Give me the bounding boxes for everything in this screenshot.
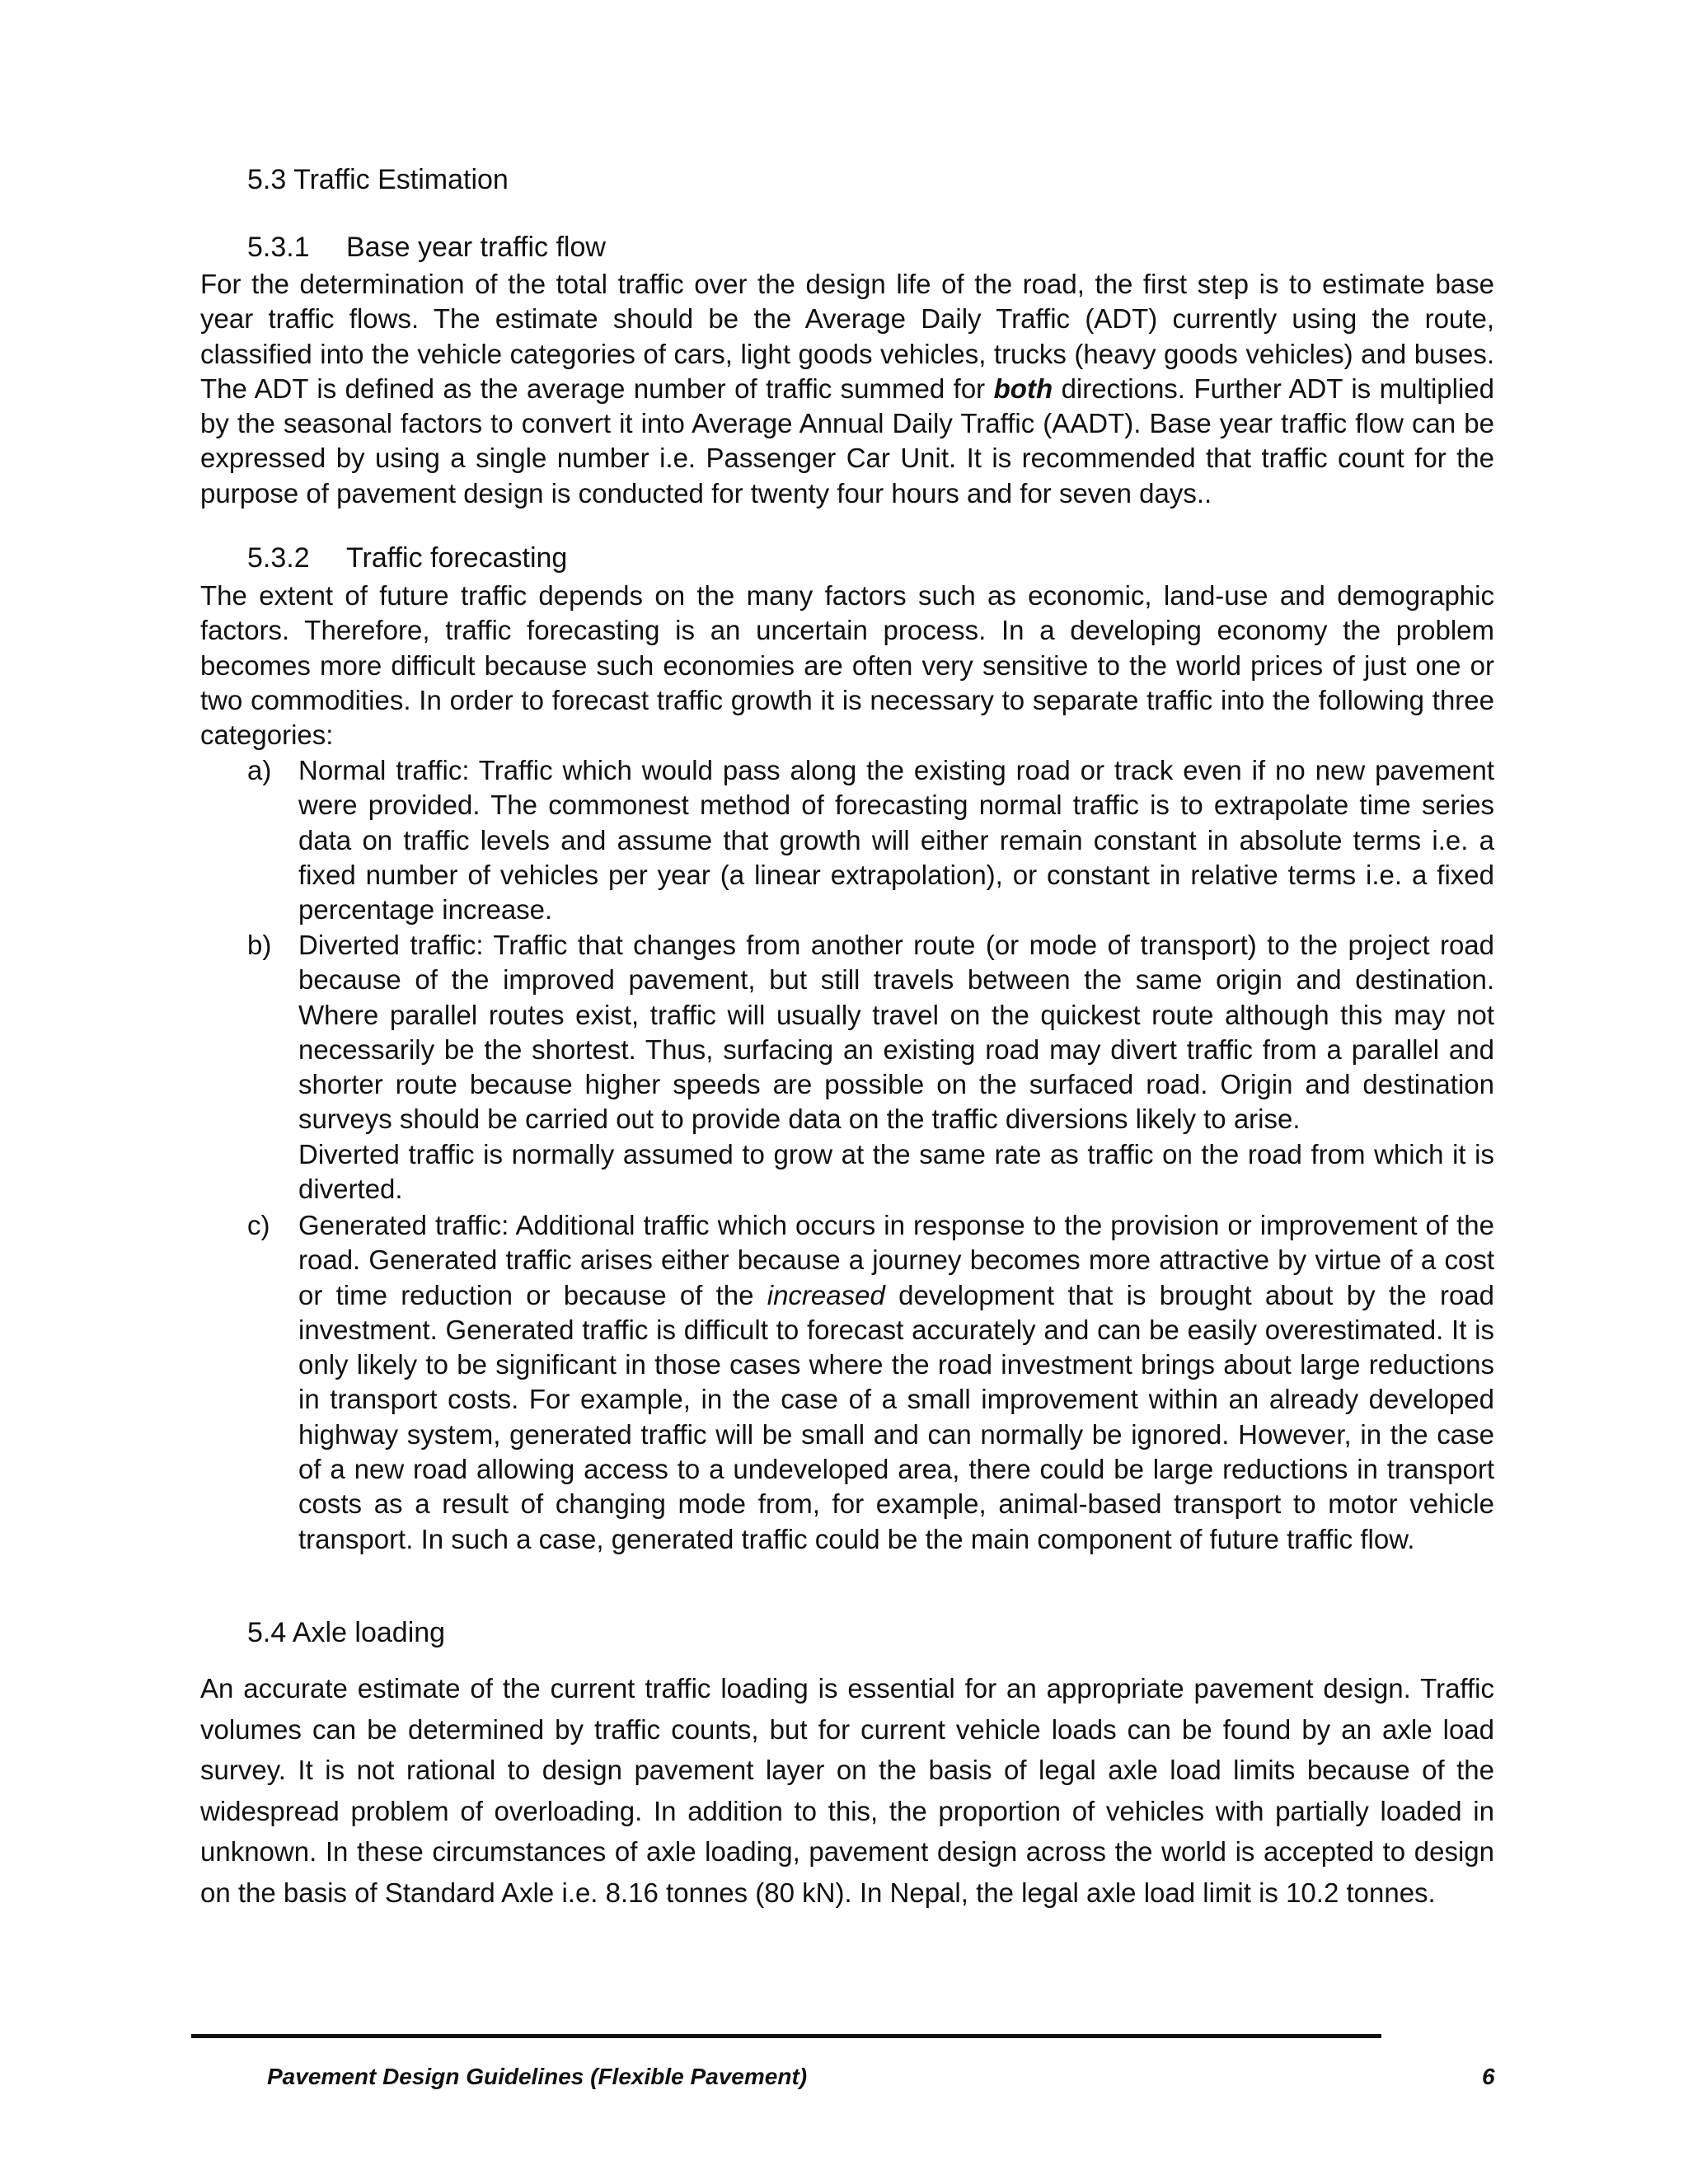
footer-rule — [191, 2034, 1381, 2038]
paragraph-base-year — [200, 267, 1494, 511]
subsection-number: 5.3.1 — [247, 232, 310, 263]
list-item-text: Diverted traffic is normally assumed to grow at the same rate as traffic on the road from which it is diverted. — [298, 1138, 1494, 1205]
list-item-text-part: Generated traffic: Additional traffic which occurs in response to the provision or improvement of the road. Generated traffic arises either because a journey becomes more attractive by virtue of a cost or time reduction or because of the — [298, 1210, 1494, 1310]
list-item-c — [247, 1208, 1494, 1557]
subsection-title: Base year traffic flow — [346, 232, 606, 263]
subsection-heading-5-3-1 — [247, 229, 606, 265]
footer-title: Pavement Design Guidelines (Flexible Pavement) — [267, 2064, 808, 2089]
emphasis-text: increased — [767, 1279, 885, 1310]
list-item-b — [247, 928, 1494, 1207]
subsection-heading-5-3-2 — [247, 540, 567, 576]
paragraph-text: For the determination of the total traffic over the design life of the road, the first step is to estimate base year traffic flows. The estimate should be the Average Daily Traffic (ADT) currently using the route, classified into the vehicle categories of cars, light goods vehicles, trucks (heavy goods vehicles) and buses. The ADT is defined as the average number of traffic summed for — [200, 269, 1494, 404]
paragraph-text: directions. Further ADT is multiplied by the seasonal factors to convert it into Average Annual Daily Traffic (AADT). Base year traffic flow can be expressed by using a single number i.e. Passenger Car Unit. It is recommended that traffic count for the purpose of pavement design is conducted for twenty four hours and for seven days.. — [200, 373, 1495, 509]
subsection-title: Traffic forecasting — [346, 542, 568, 574]
paragraph-axle-loading: An accurate estimate of the current traffic loading is essential for an appropriate pavement design. Traffic volumes can be determined by traffic counts, but for current vehicle loads can be found by an axle load survey. It is not rational to design pavement layer on the basis of legal axle load limits because of the widespread problem of overloading. In addition to this, the proportion of vehicles with partially loaded in unknown. In these circumstances of axle loading, pavement design across the world is accepted to design on the basis of Standard Axle i.e. 8.16 tonnes (80 kN). In Nepal, the legal axle load limit is 10.2 tonnes. — [200, 1673, 1494, 1908]
list-item-text — [298, 1208, 1494, 1557]
section-heading-5-4 — [247, 1615, 445, 1651]
list-item-label: a) — [247, 755, 272, 785]
list-item-label: c) — [247, 1210, 270, 1240]
list-item-text: Normal traffic: Traffic which would pass along the existing road or track even if no new pavement were provided. The commonest method of forecasting normal traffic is to extrapolate time series data on traffic levels and assume that growth will either remain constant in absolute terms i.e. a fixed number of vehicles per year (a linear extrapolation), or constant in relative terms i.e. a fixed percentage increase. — [298, 755, 1494, 926]
subsection-number: 5.3.2 — [247, 542, 310, 574]
emphasis-text: both — [993, 373, 1053, 404]
section-title: 5.3 Traffic Estimation — [247, 164, 509, 195]
section-heading-5-3 — [247, 162, 509, 198]
list-item-text: Diverted traffic: Traffic that changes from another route (or mode of transport) to the project road because of the improved pavement, but still travels between the same origin and destination. Where parallel routes exist, traffic will usually travel on the quickest route although this may not necessarily be the shortest. Thus, surfacing an existing road may divert traffic from a parallel and shorter route because higher speeds are possible on the surfaced road. Origin and destination surveys should be carried out to provide data on the traffic diversions likely to arise. — [298, 930, 1494, 1135]
page-number: 6 — [1482, 2064, 1495, 2089]
list-item-text-part: development that is brought about by the road investment. Generated traffic is difficult to forecast accurately and can be easily overestimated. It is only likely to be significant in those cases where the road investment brings about large reductions in transport costs. For example, in the case of a small improvement within an already developed highway system, generated traffic will be small and can normally be ignored. However, in the case of a new road allowing access to a undeveloped area, there could be large reductions in transport costs as a result of changing mode from, for example, animal-based transport to motor vehicle transport. In such a case, generated traffic could be the main component of future traffic flow. — [298, 1279, 1495, 1554]
list-item-a — [247, 753, 1494, 927]
paragraph-forecasting-intro: The extent of future traffic depends on the many factors such as economic, land-use and demographic factors. Therefore, traffic forecasting is an uncertain process. In a developing economy the problem becomes more difficult because such economies are often very sensitive to the world prices of just one or two commodities. In order to forecast traffic growth it is necessary to separate traffic into the following three categories: — [200, 580, 1494, 751]
list-item-label: b) — [247, 930, 272, 960]
section-title: 5.4 Axle loading — [247, 1617, 446, 1648]
